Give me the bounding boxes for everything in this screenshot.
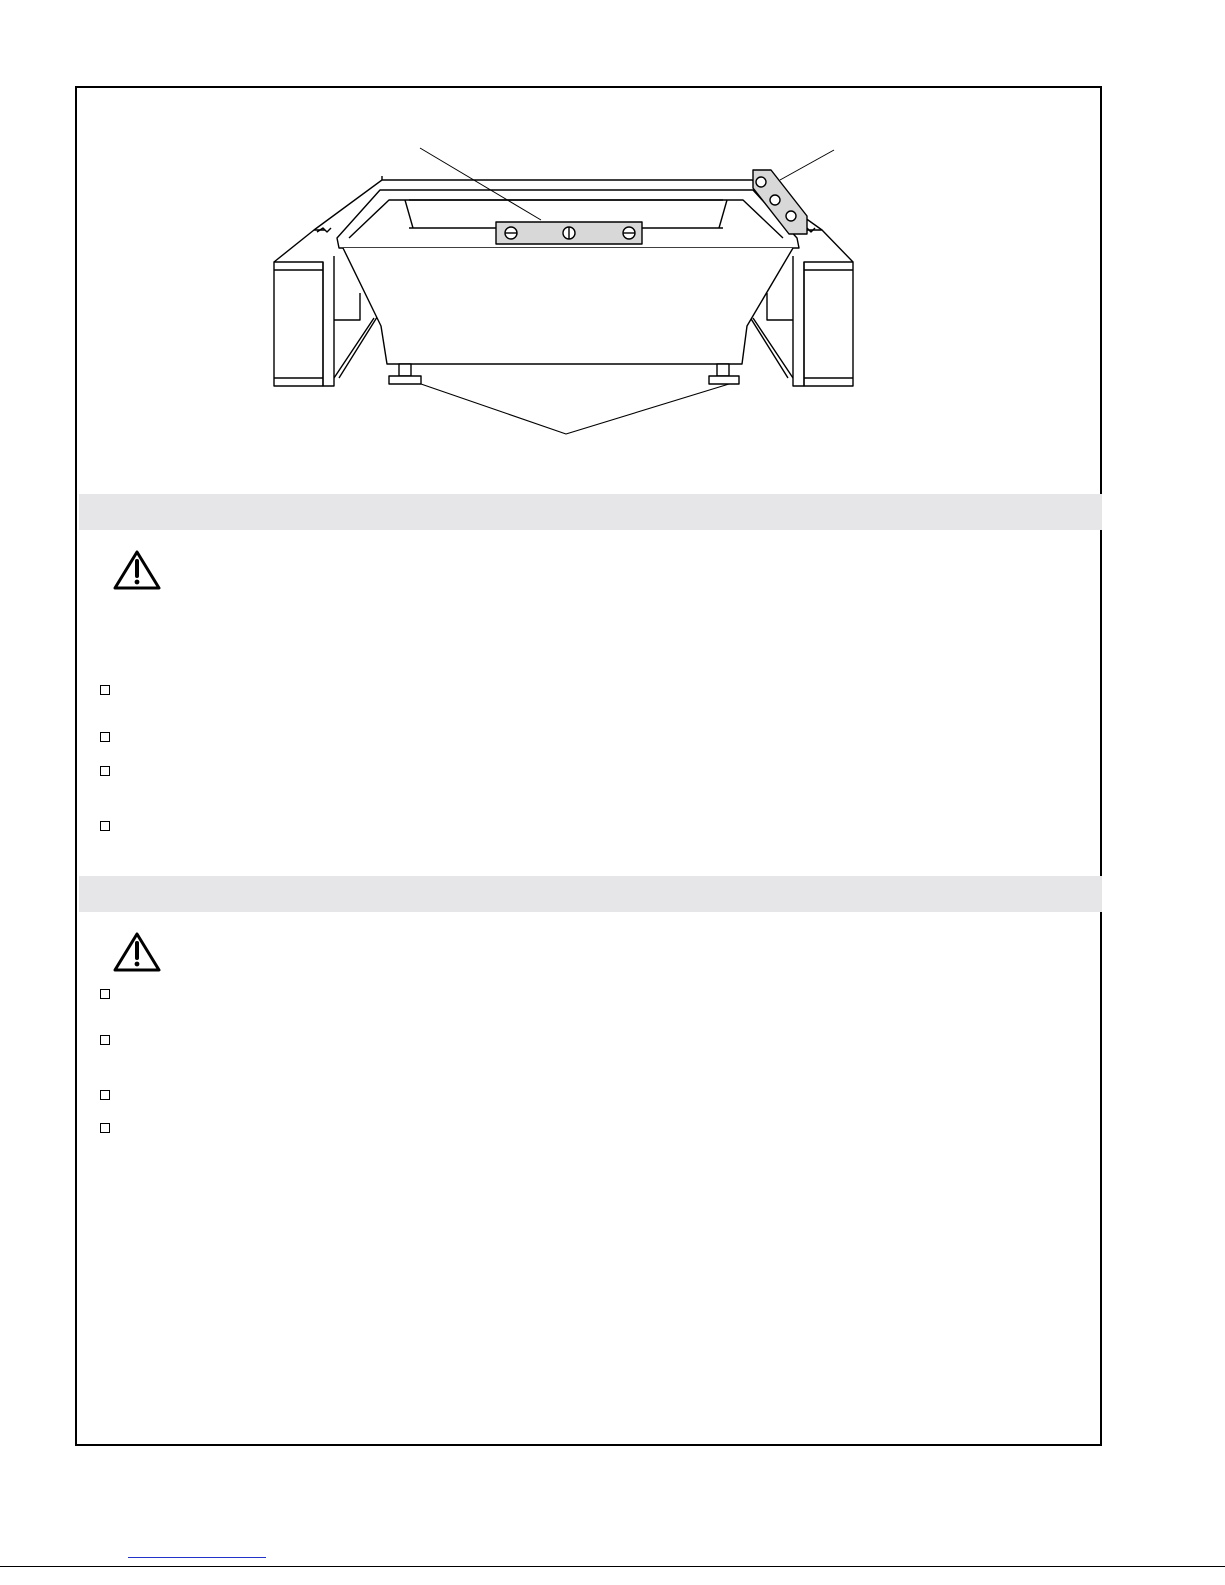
warning-triangle-icon bbox=[111, 548, 163, 592]
page-frame bbox=[75, 86, 1102, 1446]
section-header-band bbox=[79, 494, 1102, 530]
checklist-checkbox[interactable] bbox=[100, 1090, 110, 1100]
footer-rule bbox=[0, 1566, 1225, 1567]
checklist-checkbox[interactable] bbox=[100, 821, 110, 831]
bath-level-illustration bbox=[77, 88, 1100, 490]
warning-triangle-icon bbox=[111, 930, 163, 974]
section-header-band bbox=[79, 876, 1102, 912]
checklist-checkbox[interactable] bbox=[100, 1035, 110, 1045]
checklist-checkbox[interactable] bbox=[100, 1123, 110, 1133]
footer-link-underline[interactable] bbox=[128, 1557, 266, 1558]
checklist-checkbox[interactable] bbox=[100, 685, 110, 695]
checklist-checkbox[interactable] bbox=[100, 732, 110, 742]
checklist-checkbox[interactable] bbox=[100, 766, 110, 776]
checklist-checkbox[interactable] bbox=[100, 989, 110, 999]
